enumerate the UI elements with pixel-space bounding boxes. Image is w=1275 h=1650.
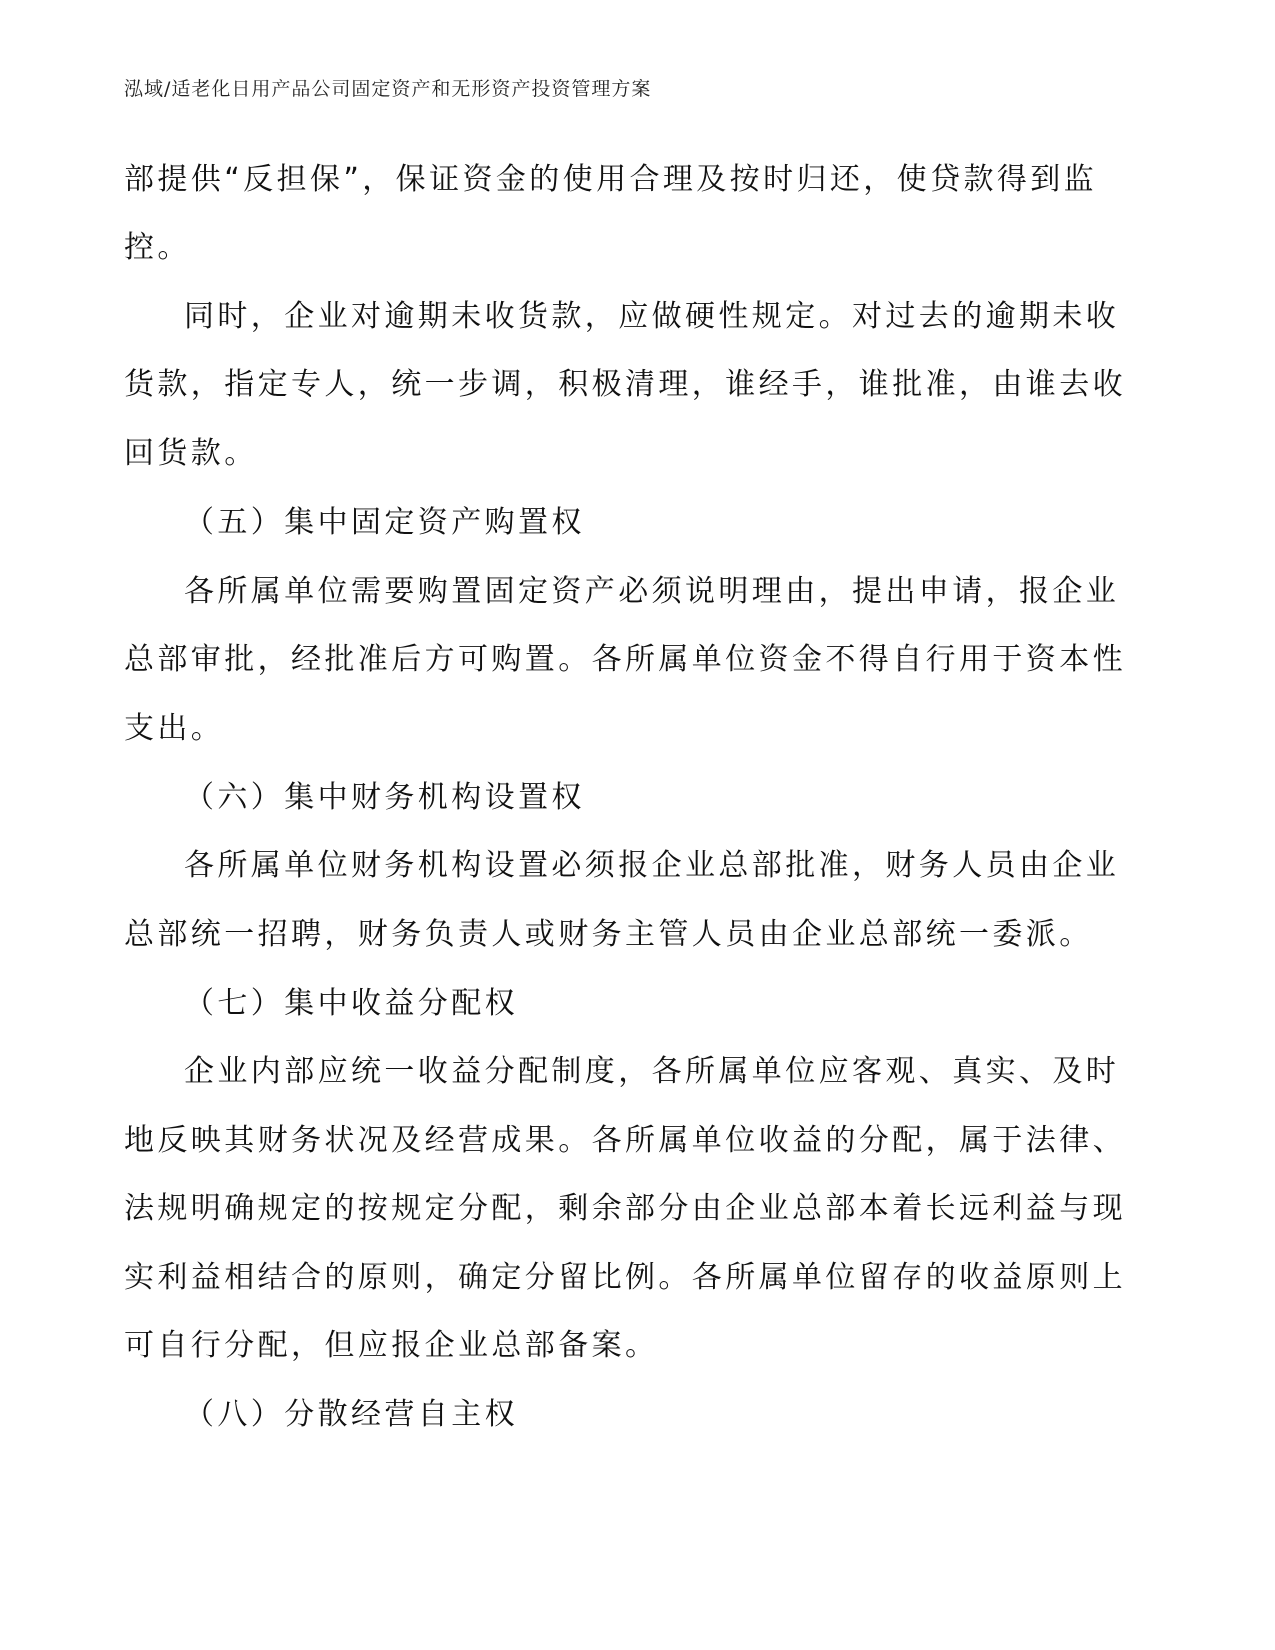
paragraph-line: 同时，企业对逾期未收货款，应做硬性规定。对过去的逾期未收 — [184, 299, 1120, 334]
paragraph-line: 实利益相结合的原则，确定分留比例。各所属单位留存的收益原则上 — [124, 1260, 1126, 1295]
paragraph-line: 可自行分配，但应报企业总部备案。 — [124, 1328, 659, 1363]
paragraph-line: 部提供“反担保”，保证资金的使用合理及按时归还，使贷款得到监 — [124, 162, 1098, 197]
section-heading-8: （八）分散经营自主权 — [184, 1397, 518, 1432]
section-heading-7: （七）集中收益分配权 — [184, 986, 518, 1021]
paragraph-line: 各所属单位财务机构设置必须报企业总部批准，财务人员由企业 — [184, 848, 1120, 883]
paragraph-line: 总部统一招聘，财务负责人或财务主管人员由企业总部统一委派。 — [124, 917, 1093, 952]
paragraph-line: 控。 — [124, 230, 191, 265]
section-heading-5: （五）集中固定资产购置权 — [184, 505, 585, 540]
running-header: 泓域/适老化日用产品公司固定资产和无形资产投资管理方案 — [124, 78, 652, 100]
paragraph-line: 货款，指定专人，统一步调，积极清理，谁经手，谁批准，由谁去收 — [124, 367, 1126, 402]
paragraph-line: 地反映其财务状况及经营成果。各所属单位收益的分配，属于法律、 — [124, 1123, 1126, 1158]
paragraph-line: 回货款。 — [124, 436, 258, 471]
section-heading-6: （六）集中财务机构设置权 — [184, 780, 585, 815]
paragraph-line: 法规明确规定的按规定分配，剩余部分由企业总部本着长远利益与现 — [124, 1191, 1126, 1226]
paragraph-line: 总部审批，经批准后方可购置。各所属单位资金不得自行用于资本性 — [124, 642, 1126, 677]
paragraph-line: 支出。 — [124, 711, 225, 746]
paragraph-line: 各所属单位需要购置固定资产必须说明理由，提出申请，报企业 — [184, 574, 1120, 609]
paragraph-line: 企业内部应统一收益分配制度，各所属单位应客观、真实、及时 — [184, 1054, 1120, 1089]
